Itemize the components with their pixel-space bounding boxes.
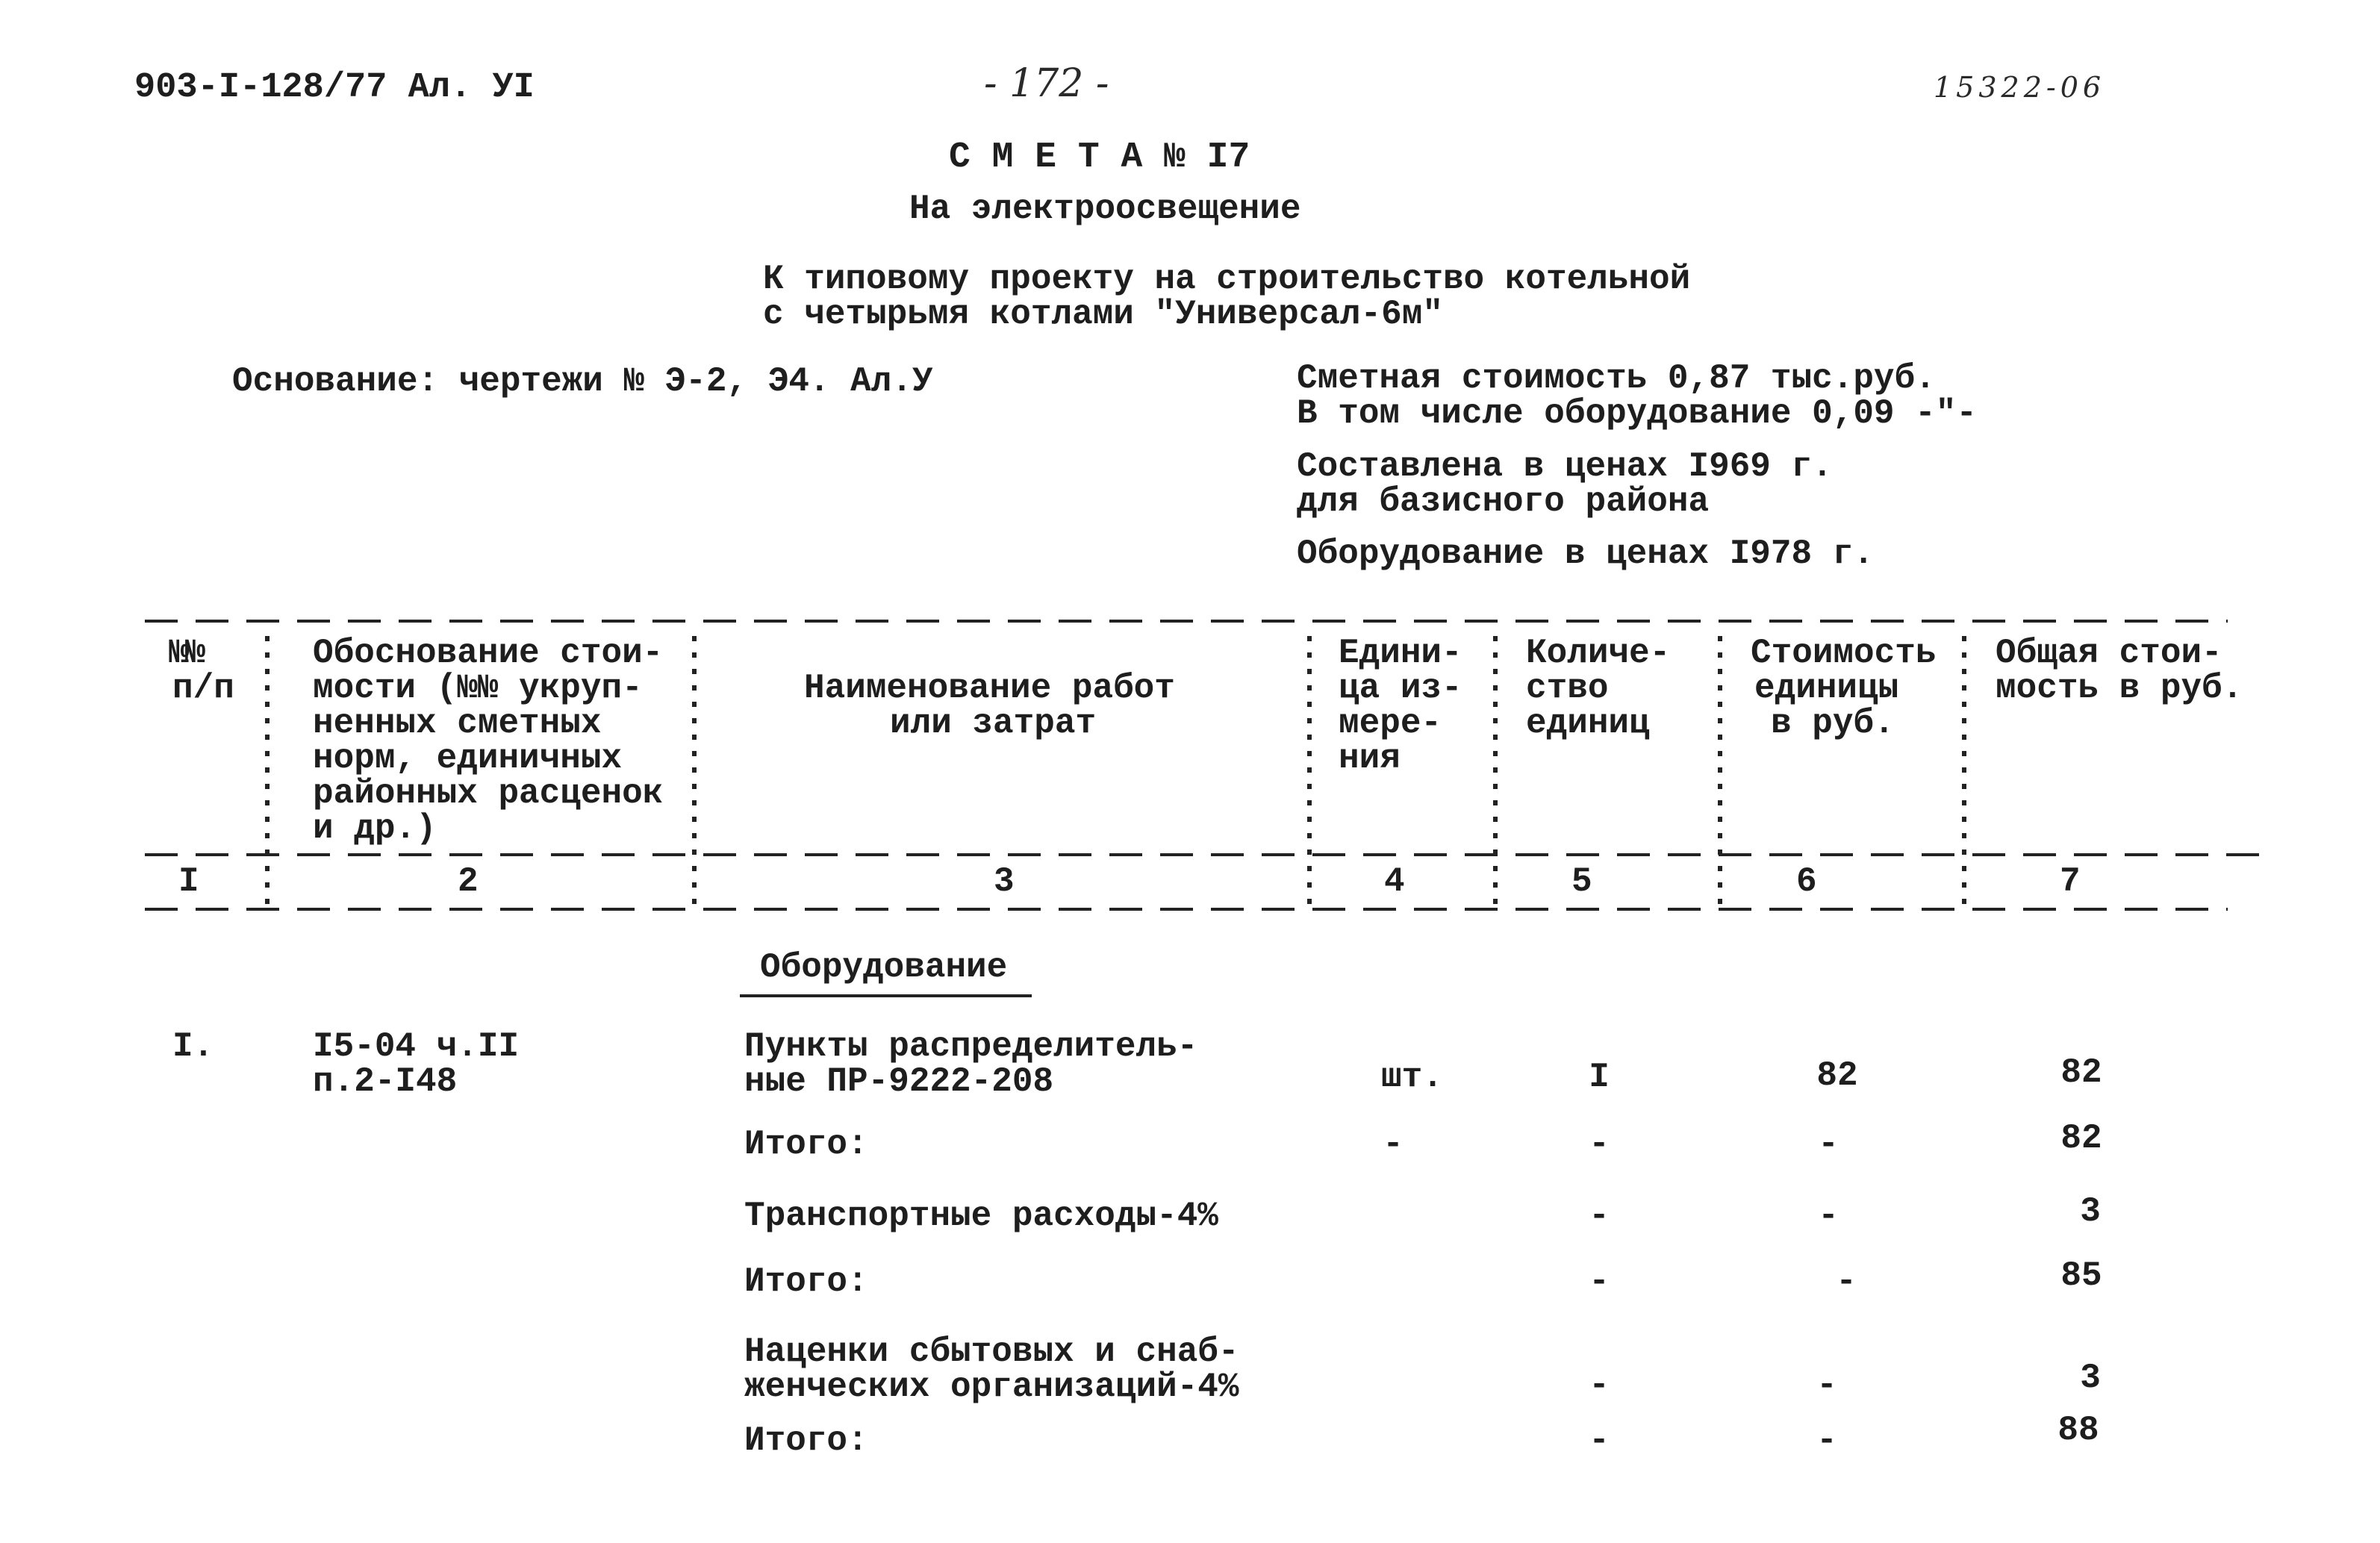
summary-line-equipment: В том числе оборудование 0,09 -"-	[1297, 394, 1977, 433]
col-4-number: 4	[1384, 862, 1405, 901]
col-6-header-line: единицы	[1754, 669, 1899, 708]
row-number: I.	[172, 1027, 214, 1066]
row-unit-cost: -	[1836, 1262, 1857, 1301]
row-unit: -	[1383, 1125, 1404, 1164]
col-4-header-line: Едини-	[1339, 634, 1462, 673]
row-name-line: Пункты распределитель-	[744, 1027, 1198, 1066]
row-basis-line: I5-04 ч.II	[313, 1027, 520, 1066]
row-basis-line: п.2-I48	[313, 1062, 458, 1101]
row-name-line: ные ПР-9222-208	[744, 1062, 1054, 1101]
col-2-header-line: и др.)	[313, 809, 437, 848]
col-6-number: 6	[1796, 862, 1817, 901]
col-2-header-line: районных расценок	[313, 774, 664, 813]
row-total: 85	[2060, 1256, 2102, 1295]
section-title: Оборудование	[760, 948, 1008, 987]
col-3-header-line: или затрат	[890, 704, 1097, 743]
row-total: 88	[2057, 1411, 2099, 1450]
row-quantity: -	[1589, 1366, 1610, 1405]
col-4-header-line: ния	[1339, 739, 1401, 778]
col-1-header-line: №№	[169, 634, 202, 673]
col-2-header-line: мости (№№ укруп-	[313, 669, 643, 708]
col-2-header-line: Обоснование стои-	[313, 634, 664, 673]
estimate-heading: С М Е Т А № I7	[949, 137, 1250, 178]
row-quantity: -	[1589, 1125, 1610, 1164]
col-7-header-line: мость в руб.	[1996, 669, 2243, 708]
row-total: 82	[2060, 1053, 2102, 1092]
row-name-line: Наценки сбытовых и снаб-	[744, 1332, 1239, 1371]
row-name-line: Итого:	[744, 1125, 868, 1164]
col-3-number: 3	[994, 862, 1015, 901]
summary-line-cost: Сметная стоимость 0,87 тыс.руб.	[1297, 359, 1936, 398]
col-4-header-line: ца из-	[1339, 669, 1462, 708]
row-total: 3	[2080, 1359, 2101, 1397]
row-quantity: -	[1589, 1262, 1610, 1301]
col-5-header-line: Количе-	[1526, 634, 1671, 673]
col-2-header-line: ненных сметных	[313, 704, 602, 743]
col-2-number: 2	[458, 862, 479, 901]
estimate-basis: Основание: чертежи № Э-2, Э4. Ал.У	[232, 362, 933, 401]
row-quantity: -	[1589, 1421, 1610, 1460]
col-6-header-line: в руб.	[1771, 704, 1895, 743]
col-5-header-line: единиц	[1526, 704, 1650, 743]
row-quantity: -	[1589, 1197, 1610, 1235]
archive-number: 15322-06	[1934, 71, 2106, 104]
project-line-1: К типовому проекту на строительство котельной	[763, 260, 1691, 299]
col-3-header-line: Наименование работ	[804, 669, 1175, 708]
col-2-header-line: норм, единичных	[313, 739, 623, 778]
row-unit-cost: 82	[1816, 1056, 1858, 1095]
col-7-number: 7	[2060, 862, 2081, 901]
col-4-header-line: мере-	[1339, 704, 1442, 743]
row-name-line: Транспортные расходы-4%	[744, 1197, 1218, 1235]
row-total: 82	[2060, 1119, 2102, 1158]
col-5-header-line: ство	[1526, 669, 1609, 708]
summary-line-region: для базисного района	[1297, 482, 1710, 521]
row-quantity: I	[1589, 1058, 1610, 1097]
col-1-number: I	[178, 862, 199, 901]
col-1-header-line: п/п	[172, 669, 234, 708]
row-unit-cost: -	[1816, 1366, 1837, 1405]
row-unit-cost: -	[1818, 1125, 1839, 1164]
col-5-number: 5	[1571, 862, 1592, 901]
page-number: - 172 -	[984, 61, 1109, 106]
col-6-header-line: Стоимость	[1751, 634, 1937, 673]
project-line-2: с четырьмя котлами "Универсал-6м"	[763, 295, 1443, 334]
row-unit-cost: -	[1816, 1421, 1837, 1460]
estimate-subject: На электроосвещение	[909, 190, 1301, 228]
row-unit-cost: -	[1818, 1197, 1839, 1235]
summary-line-prices: Составлена в ценах I969 г.	[1297, 447, 1833, 486]
col-7-header-line: Общая стои-	[1996, 634, 2222, 673]
row-name-line: Итого:	[744, 1262, 868, 1301]
summary-line-equipment-prices: Оборудование в ценах I978 г.	[1297, 534, 1874, 573]
row-name-line: Итого:	[744, 1421, 868, 1460]
row-unit: шт.	[1381, 1058, 1443, 1097]
row-name-line: женческих организаций-4%	[744, 1368, 1239, 1406]
row-total: 3	[2080, 1192, 2101, 1231]
document-code: 903-I-128/77 Ал. УI	[134, 68, 535, 107]
